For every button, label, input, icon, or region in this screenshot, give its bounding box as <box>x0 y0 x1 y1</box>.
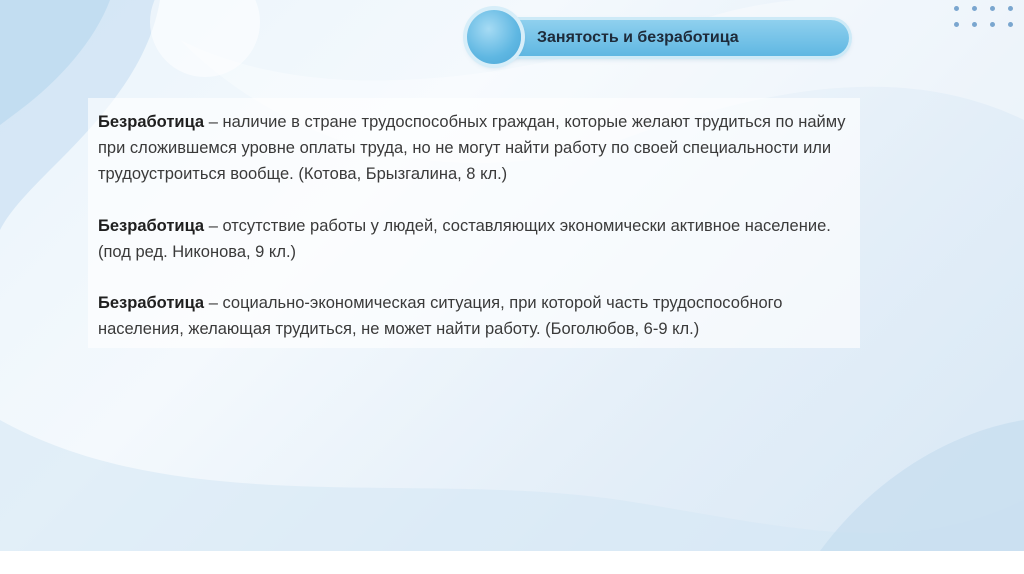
definition-paragraph <box>98 290 868 342</box>
definition-term: Безработица <box>98 217 205 235</box>
definition-paragraph <box>98 109 868 187</box>
definition-paragraph <box>98 213 868 265</box>
definition-term: Безработица <box>98 294 205 312</box>
definition-text: – отсутствие работы у людей, составляющих экономически активное население. (под ред. Никонова, 9 кл.) <box>98 217 831 261</box>
definition-text: – наличие в стране трудоспособных граждан, которые желают трудиться по найму при сложившемся уровне оплаты труда, но не могут найти работу по своей специальности или трудоустроиться вообще. (Котова, Брызгалина, 8 кл.) <box>98 113 846 183</box>
decorative-dots <box>946 0 1016 40</box>
definition-term: Безработица <box>98 113 205 131</box>
title-banner <box>467 10 857 62</box>
bottom-strip <box>0 551 1024 574</box>
title-circle-ornament <box>467 10 521 64</box>
slide-title: Занятость и безработица <box>537 29 739 46</box>
definition-text: – социально-экономическая ситуация, при которой часть трудоспособного населения, желающая трудиться, не может найти работу. (Боголюбов, 6-9 кл.) <box>98 294 783 338</box>
